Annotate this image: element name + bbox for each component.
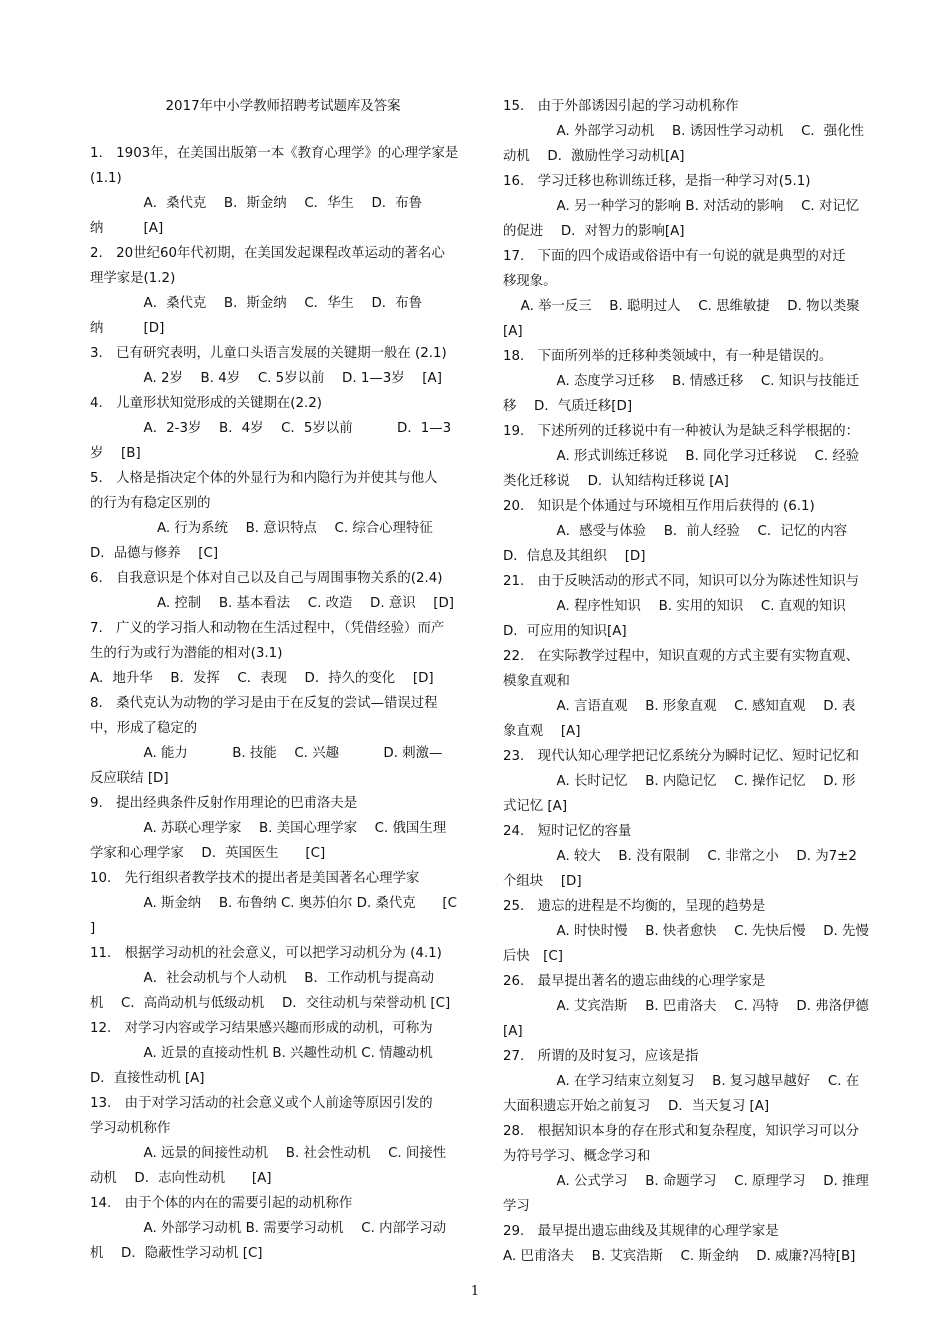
text-line: D．可应用的知识[A] [503, 624, 627, 639]
text-line: A．桑代克 B．斯金纳 C．华生 D．布鲁 [90, 196, 422, 211]
text-line: 19. 下述所列的迁移说中有一种被认为是缺乏科学根据的： [503, 424, 860, 439]
text-line: A．社会动机与个人动机 B．工作动机与提高动 [90, 971, 434, 986]
text-line: 中，形成了稳定的 [90, 721, 198, 736]
text-line: 机 C．高尚动机与低级动机 D．交往动机与荣誉动机 [C] [90, 996, 451, 1011]
text-line: A. 远景的间接性动机 B. 社会性动机 C. 间接性 [90, 1146, 447, 1161]
text-line: 学家和心理学家 D．英国医生 [C] [90, 846, 326, 861]
text-line: 21. 由于反映活动的形式不同，知识可以分为陈述性知识与 [503, 574, 860, 589]
text-line: 动机 D．志向性动机 [A] [90, 1171, 272, 1186]
text-line: [A] [503, 324, 523, 339]
text-line: A．桑代克 B．斯金纳 C．华生 D．布鲁 [90, 296, 422, 311]
text-line: 28. 根据知识本身的存在形式和复杂程度，知识学习可以分 [503, 1124, 860, 1139]
text-line: 2. 20世纪60年代初期，在美国发起课程改革运动的著名心 [90, 246, 445, 261]
text-line: A. 较大 B. 没有限制 C. 非常之小 D. 为7±2 [503, 849, 857, 864]
text-line: 学习动机称作 [90, 1121, 171, 1136]
text-line: 10. 先行组织者教学技术的提出者是美国著名心理学家 [90, 871, 420, 886]
text-line: A. 公式学习 B. 命题学习 C. 原理学习 D. 推理 [503, 1174, 869, 1189]
text-line: A. 时快时慢 B. 快者愈快 C. 先快后慢 D. 先慢 [503, 924, 869, 939]
right-column [503, 94, 886, 1269]
text-line: 9. 提出经典条件反射作用理论的巴甫洛夫是 [90, 796, 358, 811]
text-line: 的促进 D．对智力的影响[A] [503, 224, 685, 239]
text-line: 动机 D．激励性学习动机[A] [503, 149, 685, 164]
text-line: A. 苏联心理学家 B. 美国心理学家 C. 俄国生理 [90, 821, 447, 836]
text-line: 的行为有稳定区别的 [90, 496, 211, 511]
text-line: A. 形式训练迁移说 B. 同化学习迁移说 C. 经验 [503, 449, 860, 464]
text-line: A. 长时记忆 B. 内隐记忆 C. 操作记忆 D. 形 [503, 774, 856, 789]
text-line: 纳 [A] [90, 221, 164, 236]
page-title: 2017年中小学教师招聘考试题库及答案 [165, 99, 401, 114]
page-number: 1 [470, 1284, 480, 1299]
text-line: 个组块 [D] [503, 874, 582, 889]
text-line: 3. 已有研究表明，儿童口头语言发展的关键期一般在 (2.1) [90, 346, 447, 361]
text-line: 29. 最早提出遗忘曲线及其规律的心理学家是 [503, 1224, 779, 1239]
text-line: A. 程序性知识 B. 实用的知识 C. 直观的知识 [503, 599, 846, 614]
text-line: 后快 [C] [503, 949, 563, 964]
text-line: A. 巴甫洛夫 B. 艾宾浩斯 C. 斯金纳 D. 威廉?冯特[B] [503, 1249, 856, 1264]
text-line: 机 D．隐蔽性学习动机 [C] [90, 1246, 263, 1261]
text-line: A. 外部学习动机 B. 诱因性学习动机 C．强化性 [503, 124, 864, 139]
text-line: 17. 下面的四个成语或俗语中有一句说的就是典型的对迁 [503, 249, 846, 264]
text-line: A. 近景的直接动性机 B. 兴趣性动机 C. 情趣动机 [90, 1046, 433, 1061]
text-line: A．感受与体验 B．前人经验 C．记忆的内容 [503, 524, 848, 539]
text-line: 16. 学习迁移也称训练迁移，是指一种学习对(5.1) [503, 174, 811, 189]
text-line: 为符号学习、概念学习和 [503, 1149, 651, 1164]
text-line: A. 言语直观 B. 形象直观 C. 感知直观 D. 表 [503, 699, 856, 714]
text-line: 11. 根据学习动机的社会意义，可以把学习动机分为 (4.1) [90, 946, 442, 961]
text-line: 5. 人格是指决定个体的外显行为和内隐行为并使其与他人 [90, 471, 438, 486]
text-line: D．直接性动机 [A] [90, 1071, 205, 1086]
text-line: 纳 [D] [90, 321, 165, 336]
text-line: 大面积遗忘开始之前复习 D．当天复习 [A] [503, 1099, 770, 1114]
text-line: D．品德与修养 [C] [90, 546, 219, 561]
text-line: 移现象。 [503, 274, 557, 289]
text-line: 理学家是(1.2) [90, 271, 176, 286]
text-line: A. 在学习结束立刻复习 B. 复习越早越好 C. 在 [503, 1074, 860, 1089]
text-line: 13. 由于对学习活动的社会意义或个人前途等原因引发的 [90, 1096, 433, 1111]
text-line: A. 态度学习迁移 B. 情感迁移 C. 知识与技能迁 [503, 374, 860, 389]
text-line: D．信息及其组织 [D] [503, 549, 646, 564]
text-line: 1. 1903年，在美国出版第一本《教育心理学》的心理学家是 [90, 146, 459, 161]
text-line: A. 举一反三 B. 聪明过人 C. 思维敏捷 D. 物以类聚 [503, 299, 860, 314]
text-line: 移 D．气质迁移[D] [503, 399, 633, 414]
text-line: A．地升华 B．发挥 C．表现 D．持久的变化 [D] [90, 671, 434, 686]
text-line: 14. 由于个体的内在的需要引起的动机称作 [90, 1196, 353, 1211]
text-line: 学习 [503, 1199, 530, 1214]
text-line: 象直观 [A] [503, 724, 581, 739]
left-text-lines [90, 141, 476, 1266]
text-line: 类化迁移说 D．认知结构迁移说 [A] [503, 474, 729, 489]
text-line: 岁 [B] [90, 446, 141, 461]
text-line: A. 行为系统 B. 意识特点 C. 综合心理特征 [90, 521, 433, 536]
text-line: 6. 自我意识是个体对自己以及自己与周围事物关系的(2.4) [90, 571, 443, 586]
text-line: 23. 现代认知心理学把记忆系统分为瞬时记忆、短时记忆和 [503, 749, 860, 764]
text-line: A. 艾宾浩斯 B. 巴甫洛夫 C. 冯特 D. 弗洛伊德 [503, 999, 869, 1014]
text-line: (1.1) [90, 171, 122, 186]
text-line: 15. 由于外部诱因引起的学习动机称作 [503, 99, 739, 114]
text-line: 式记忆 [A] [503, 799, 568, 814]
text-line: 8. 桑代克认为动物的学习是由于在反复的尝试—错误过程 [90, 696, 438, 711]
right-text-lines [503, 94, 886, 1269]
text-line: A．2-3岁 B．4岁 C．5岁以前 D．1—3 [90, 421, 452, 436]
text-line: 生的行为或行为潜能的相对(3.1) [90, 646, 283, 661]
text-line: 20. 知识是个体通过与环境相互作用后获得的 (6.1) [503, 499, 815, 514]
text-line: A. 斯金纳 B. 布鲁纳 C. 奥苏伯尔 D. 桑代克 [C [90, 896, 457, 911]
left-column [90, 94, 476, 1266]
text-line: A. 控制 B. 基本看法 C. 改造 D. 意识 [D] [90, 596, 455, 611]
text-line: 25. 遗忘的进程是不均衡的，呈现的趋势是 [503, 899, 766, 914]
text-line: 反应联结 [D] [90, 771, 169, 786]
text-line: 7. 广义的学习指人和动物在生活过程中，（凭借经验）而产 [90, 621, 445, 636]
text-line: 模象直观和 [503, 674, 570, 689]
text-line: 24. 短时记忆的容量 [503, 824, 632, 839]
text-line: 27. 所谓的及时复习，应该是指 [503, 1049, 699, 1064]
text-line: A. 2岁 B. 4岁 C. 5岁以前 D. 1—3岁 [A] [90, 371, 442, 386]
text-line: 22. 在实际教学过程中，知识直观的方式主要有实物直观、 [503, 649, 860, 664]
text-line: A. 另一种学习的影响 B. 对活动的影响 C. 对记忆 [503, 199, 860, 214]
text-line: 18. 下面所列举的迁移种类领域中，有一种是错误的。 [503, 349, 833, 364]
text-line: 4. 儿童形状知觉形成的关键期在(2.2) [90, 396, 322, 411]
text-line: A. 能力 B. 技能 C. 兴趣 D. 刺激— [90, 746, 443, 761]
text-line: ] [90, 921, 96, 936]
title-spacer [90, 119, 476, 141]
text-line: 12. 对学习内容或学习结果感兴趣而形成的动机，可称为 [90, 1021, 433, 1036]
text-line: A. 外部学习动机 B. 需要学习动机 C. 内部学习动 [90, 1221, 447, 1236]
text-line: [A] [503, 1024, 523, 1039]
text-line: 26. 最早提出著名的遗忘曲线的心理学家是 [503, 974, 766, 989]
